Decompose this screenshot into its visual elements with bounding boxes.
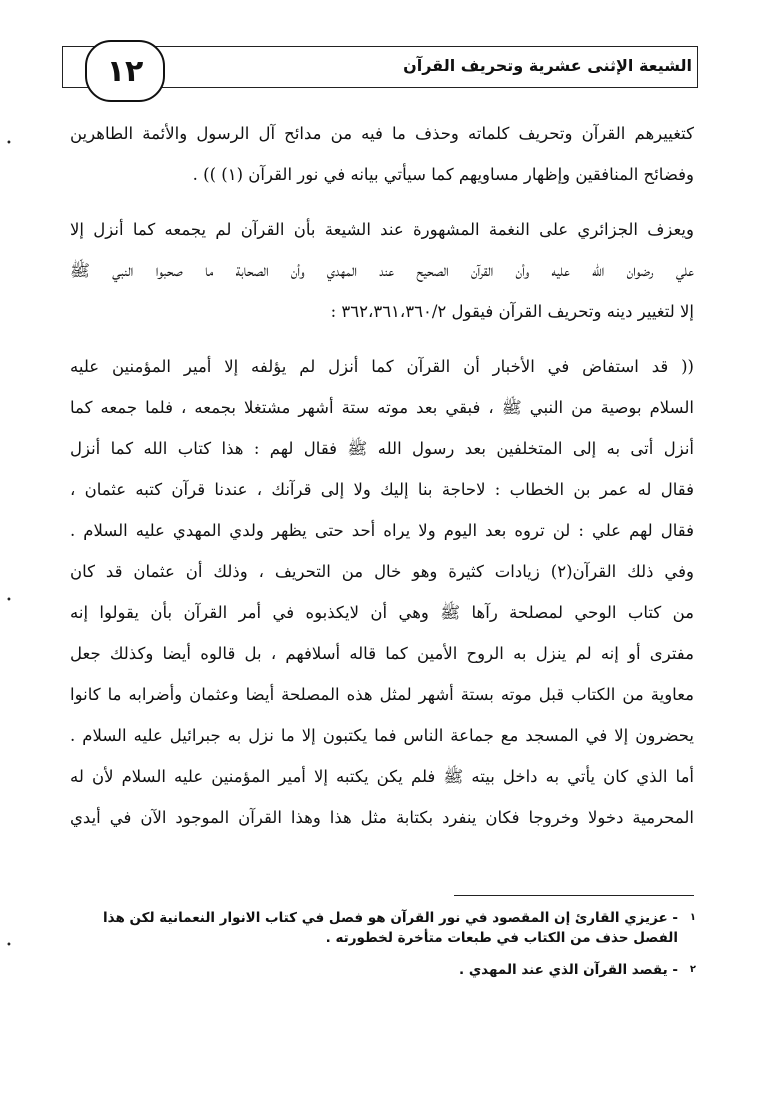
text-line: وفضائح المنافقين وإظهار مساويهم كما سيأتي بيانه في نور القرآن (١) )) . bbox=[192, 165, 694, 184]
footnote-line: الفصل حذف من الكتاب في طبعات متأخرة لخطورته . bbox=[325, 930, 678, 946]
text-line: ويعزف الجزائري على النغمة المشهورة عند الشيعة بأن القرآن لم يجمعه كما أنزل إلا bbox=[70, 220, 694, 239]
text-line: من كتاب الوحي لمصلحة رآها ﷺ وهي أن لايكذبوه في أمر القرآن بأن يقولوا إنه bbox=[70, 603, 694, 622]
paragraph-gap bbox=[70, 332, 694, 346]
page-number: ١٢ bbox=[85, 40, 165, 102]
text-line: علي رضوان الله عليه وأن القرآن الصحيح عند المهدي وأن الصحابة ما صحبوا النبي ﷺ bbox=[70, 261, 694, 280]
main-text bbox=[70, 113, 694, 838]
text-line: يحضرون إلا في المسجد مع جماعة الناس فما يكتبون إلا ما نزل به جبرائيل عليه السلام . bbox=[70, 726, 694, 745]
text-line: فقال له عمر بن الخطاب : لاحاجة بنا إليك ولا إلى قرآنك ، عندنا قرآن كتبه عثمان ، bbox=[70, 480, 694, 499]
text-line: المحرمية دخولا وخروجا فكان ينفرد بكتابة مثل هذا وهذا القرآن الموجود الآن في أيدي bbox=[70, 808, 694, 827]
page-title: الشيعة الإثنى عشرية وتحريف القرآن bbox=[403, 56, 692, 75]
text-line: (( قد استفاض في الأخبار أن القرآن كما أنزل لم يؤلفه إلا أمير المؤمنين عليه bbox=[70, 357, 694, 376]
text-line: السلام بوصية من النبي ﷺ ، فبقي بعد موته ستة أشهر مشتغلا بجمعه ، فلما جمعه كما bbox=[70, 398, 694, 417]
footnote-number: ٢ bbox=[689, 964, 696, 975]
footnote-line: - يقصد القرآن الذي عند المهدي . bbox=[458, 962, 678, 978]
text-line: إلا لتغيير دينه وتحريف القرآن فيقول ٣٦٢،٣٦١،٣٦٠/٢ : bbox=[330, 302, 694, 321]
text-line: فقال لهم علي : لن تروه بعد اليوم ولا يراه أحد حتى يظهر ولدي المهدي عليه السلام . bbox=[70, 521, 694, 540]
text-line: معاوية من الكتاب قبل موته بستة أشهر لمثل هذه المصلحة أيضا وعثمان وأضرابه ما كانوا bbox=[70, 685, 694, 704]
scan-speck: • bbox=[6, 595, 12, 606]
footnote-line: - عزيزي القارئ إن المقصود في نور القرآن هو فصل في كتاب الانوار النعمانية لكن هذا bbox=[103, 910, 678, 926]
text-line: أما الذي كان يأتي به داخل بيته ﷺ فلم يكن يكتبه إلا أمير المؤمنين عليه السلام لأن له bbox=[70, 767, 694, 786]
scan-speck: • bbox=[6, 940, 12, 951]
text-line: كتغييرهم القرآن وتحريف كلماته وحذف ما فيه من مدائح آل الرسول والأئمة الطاهرين bbox=[70, 124, 694, 143]
footnote-1 bbox=[70, 908, 696, 948]
text-line: مفترى أو إنه لم ينزل به الروح الأمين كما قاله أسلافهم ، بل قالوه أيضا وكذلك جعل bbox=[70, 644, 694, 663]
text-line: وفي ذلك القرآن(٢) زيادات كثيرة وهو خال من التحريف ، وذلك أن عثمان قد كان bbox=[70, 562, 694, 581]
paragraph-gap bbox=[70, 195, 694, 209]
scan-speck: • bbox=[6, 138, 12, 149]
text-line: أنزل أتى به إلى المتخلفين بعد رسول الله ﷺ فقال لهم : هذا كتاب الله كما أنزل bbox=[70, 439, 694, 458]
footnote-separator bbox=[454, 895, 694, 896]
footnote-number: ١ bbox=[689, 912, 696, 923]
footnote-2 bbox=[70, 960, 696, 980]
